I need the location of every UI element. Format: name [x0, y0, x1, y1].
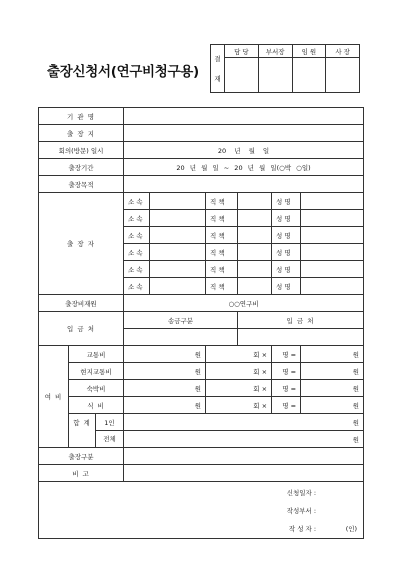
- position-field[interactable]: [238, 261, 272, 278]
- affil-field[interactable]: [150, 193, 206, 210]
- affil-label: 소 속: [124, 227, 150, 244]
- institution-field[interactable]: [124, 108, 364, 125]
- name-field[interactable]: [301, 210, 364, 227]
- writer-label: 작 성 자 :: [288, 525, 317, 533]
- name-label: 성 명: [272, 210, 301, 227]
- affil-label: 소 속: [124, 261, 150, 278]
- approval-sign-president[interactable]: [326, 58, 360, 93]
- approval-header-president: 사 장: [326, 45, 360, 58]
- name-field[interactable]: [301, 278, 364, 295]
- remit-type-field[interactable]: [124, 329, 238, 346]
- position-field[interactable]: [238, 278, 272, 295]
- affil-field[interactable]: [150, 261, 206, 278]
- affil-label: 소 속: [124, 244, 150, 261]
- transport-times: 회 ×: [206, 346, 272, 363]
- transport-won: 원: [124, 346, 206, 363]
- name-label: 성 명: [272, 227, 301, 244]
- expenses-label: 여 비: [39, 346, 69, 448]
- destination-field[interactable]: [124, 125, 364, 142]
- position-label: 직 책: [206, 261, 238, 278]
- overall-total[interactable]: 원: [124, 431, 364, 448]
- per-person-total[interactable]: 원: [124, 414, 364, 431]
- approval-sign-manager[interactable]: [258, 58, 292, 93]
- affil-label: 소 속: [124, 210, 150, 227]
- approval-side-bottom: 재: [214, 74, 221, 83]
- position-label: 직 책: [206, 227, 238, 244]
- remarks-field[interactable]: [124, 465, 364, 482]
- lodging-times: 회 ×: [206, 380, 272, 397]
- name-field[interactable]: [301, 227, 364, 244]
- approval-side-top: 결: [214, 54, 221, 63]
- purpose-field[interactable]: [124, 176, 364, 193]
- fund-source-label: 출장비재원: [39, 295, 124, 312]
- approval-sign-staff[interactable]: [225, 58, 259, 93]
- per-person-label: 1인: [96, 414, 124, 430]
- application-date-label: 신청일자 :: [286, 489, 317, 497]
- application-form: [38, 107, 364, 539]
- meeting-date-field[interactable]: 20 년 월 일: [124, 142, 364, 159]
- overall-label: 전체: [103, 435, 116, 444]
- document-title: 출장신청서(연구비청구용): [47, 64, 199, 80]
- seal-mark[interactable]: (인): [345, 525, 358, 533]
- affil-label: 소 속: [124, 193, 150, 210]
- local-transport-times: 회 ×: [206, 363, 272, 380]
- name-field[interactable]: [301, 261, 364, 278]
- trip-type-label: 출장구분: [39, 448, 124, 465]
- transport-total[interactable]: 원: [301, 346, 364, 363]
- traveler-label: 출 장 자: [39, 193, 124, 295]
- approval-sign-executive[interactable]: [292, 58, 326, 93]
- meal-times: 회 ×: [206, 397, 272, 414]
- account-field[interactable]: [238, 329, 364, 346]
- affil-field[interactable]: [150, 227, 206, 244]
- writing-dept-label: 작성부서 :: [286, 507, 317, 515]
- affil-field[interactable]: [150, 278, 206, 295]
- position-label: 직 책: [206, 210, 238, 227]
- purpose-label: 출장목적: [39, 176, 124, 193]
- institution-label: 기 관 명: [39, 108, 124, 125]
- local-transport-people: 명 =: [272, 363, 301, 380]
- approval-side-label: [211, 45, 225, 93]
- local-transport-total[interactable]: 원: [301, 363, 364, 380]
- position-label: 직 책: [206, 278, 238, 295]
- meal-won: 원: [124, 397, 206, 414]
- total-label: 합 계: [69, 414, 96, 430]
- meeting-date-label: 회의(방문) 일시: [39, 142, 124, 159]
- meal-label: 식 비: [69, 397, 124, 414]
- name-field[interactable]: [301, 244, 364, 261]
- name-label: 성 명: [272, 244, 301, 261]
- meal-people: 명 =: [272, 397, 301, 414]
- transport-people: 명 =: [272, 346, 301, 363]
- lodging-total[interactable]: 원: [301, 380, 364, 397]
- lodging-won: 원: [124, 380, 206, 397]
- affil-field[interactable]: [150, 244, 206, 261]
- local-transport-label: 현지교통비: [69, 363, 124, 380]
- name-label: 성 명: [272, 261, 301, 278]
- transport-label: 교통비: [69, 346, 124, 363]
- account-label: 입 금 처: [39, 312, 124, 346]
- affil-field[interactable]: [150, 210, 206, 227]
- position-field[interactable]: [238, 193, 272, 210]
- lodging-people: 명 =: [272, 380, 301, 397]
- position-field[interactable]: [238, 227, 272, 244]
- remit-type-label: 송금구분: [124, 312, 238, 329]
- account-sub-label: 입 금 처: [238, 312, 364, 329]
- approval-header-manager: 부서장: [258, 45, 292, 58]
- name-field[interactable]: [301, 193, 364, 210]
- affil-label: 소 속: [124, 278, 150, 295]
- meal-total[interactable]: 원: [301, 397, 364, 414]
- lodging-label: 숙박비: [69, 380, 124, 397]
- trip-type-field[interactable]: [124, 448, 364, 465]
- position-field[interactable]: [238, 244, 272, 261]
- approval-box: [210, 44, 360, 93]
- position-label: 직 책: [206, 244, 238, 261]
- position-label: 직 책: [206, 193, 238, 210]
- position-field[interactable]: [238, 210, 272, 227]
- name-label: 성 명: [272, 193, 301, 210]
- destination-label: 출 장 지: [39, 125, 124, 142]
- approval-header-staff: 담 당: [225, 45, 259, 58]
- trip-period-field[interactable]: 20 년 월 일 ~ 20 년 월 일(○박 ○일): [124, 159, 364, 176]
- fund-source-field[interactable]: ○○연구비: [124, 295, 364, 312]
- name-label: 성 명: [272, 278, 301, 295]
- trip-period-label: 출장기간: [39, 159, 124, 176]
- approval-header-executive: 임 원: [292, 45, 326, 58]
- total-cell: [69, 414, 123, 447]
- remarks-label: 비 고: [39, 465, 124, 482]
- signature-area: [39, 482, 364, 539]
- local-transport-won: 원: [124, 363, 206, 380]
